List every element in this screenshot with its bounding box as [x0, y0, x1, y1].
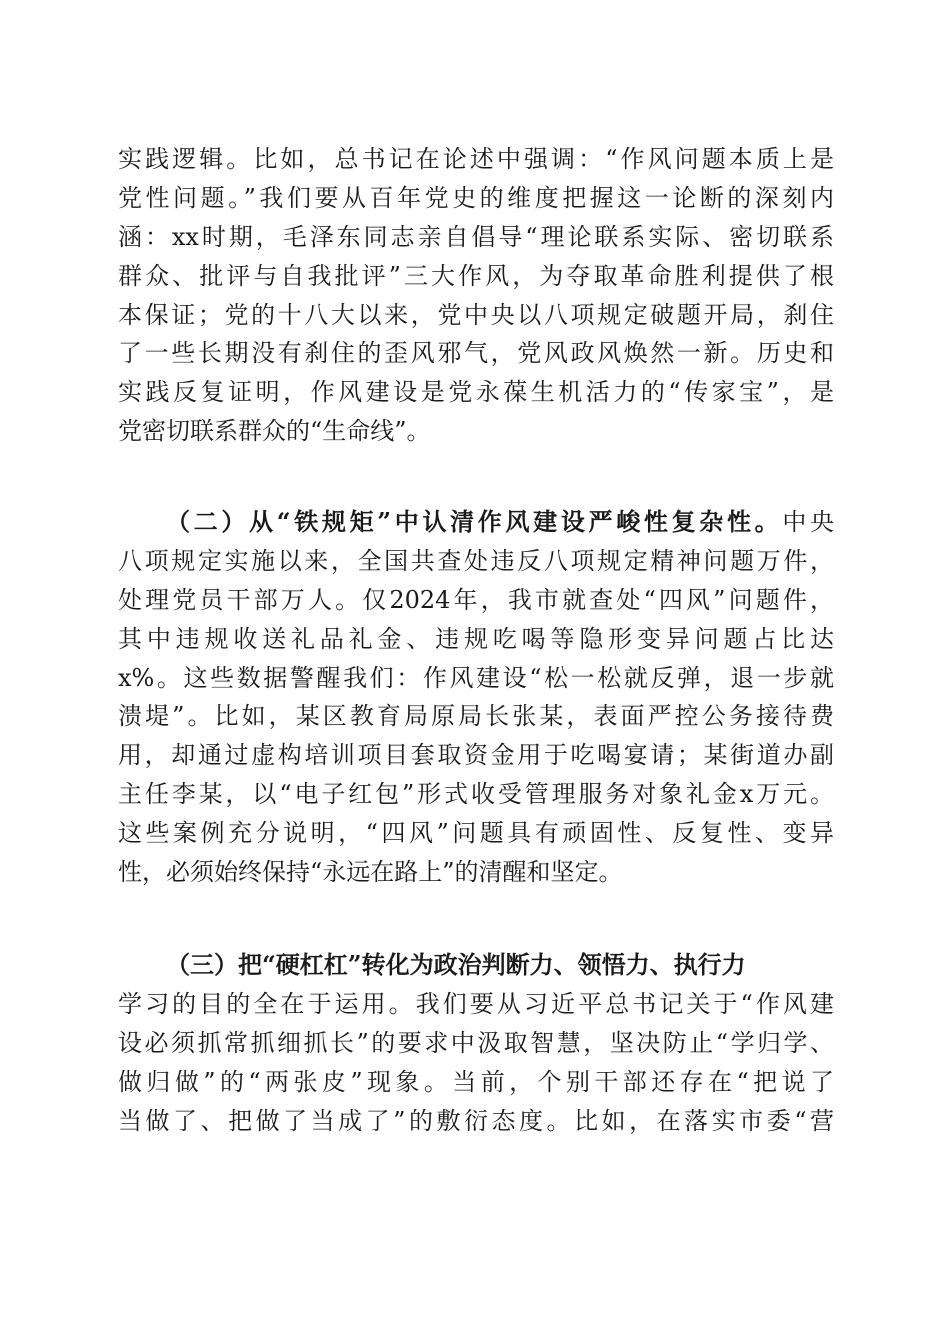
text-line: 涵：xx时期，毛泽东同志亲自倡导“理论联系实际、密切联系	[118, 222, 834, 251]
text-line: 性，必须始终保持“永远在路上”的清醒和坚定。	[118, 858, 623, 887]
heading-line-rest: 中央	[782, 508, 835, 536]
text-line: 设必须抓常抓细抓长”的要求中汲取智慧，坚决防止“学归学、	[118, 1028, 834, 1057]
text-line: 这些案例充分说明，“四风”问题具有顽固性、反复性、变异	[118, 819, 834, 848]
section-heading-3: （三）把“硬杠杠”转化为政治判断力、领悟力、执行力	[166, 950, 746, 979]
text-line: 其中违规收送礼品礼金、违规吃喝等隐形变异问题占比达	[118, 624, 834, 653]
heading-line	[118, 503, 834, 542]
text-line: 群众、批评与自我批评”三大作风，为夺取革命胜利提供了根	[118, 261, 834, 290]
text-line: 用，却通过虚构培训项目套取资金用于吃喝宴请；某街道办副	[118, 741, 834, 770]
text-line: 当做了、把做了当成了”的敷衍态度。比如，在落实市委“营	[118, 1106, 834, 1135]
text-line: 实践反复证明，作风建设是党永葆生机活力的“传家宝”，是	[118, 378, 834, 407]
paragraph-1	[118, 140, 834, 451]
text-line: 学习的目的全在于运用。我们要从习近平总书记关于“作风建	[118, 989, 834, 1018]
section-heading-2: （二）从“铁规矩”中认清作风建设严峻性复杂性。	[166, 507, 783, 536]
text-line: 处理党员干部万人。仅2024年，我市就查处“四风”问题件，	[118, 585, 834, 614]
paragraph-2	[118, 503, 834, 892]
text-line: 实践逻辑。比如，总书记在论述中强调：“作风问题本质上是	[118, 145, 834, 173]
paragraph-3	[118, 946, 834, 1140]
text-line: 八项规定实施以来，全国共查处违反八项规定精神问题万件，	[118, 546, 834, 575]
text-line: 做归做”的“两张皮”现象。当前，个别干部还存在“把说了	[118, 1067, 834, 1096]
text-line: 党性问题。”我们要从百年党史的维度把握这一论断的深刻内	[118, 183, 834, 212]
text-line: 党密切联系群众的“生命线”。	[118, 417, 431, 446]
text-line: 了一些长期没有刹住的歪风邪气，党风政风焕然一新。历史和	[118, 339, 834, 368]
text-line: 溃堤”。比如，某区教育局原局长张某，表面严控公务接待费	[118, 702, 834, 731]
text-line: 主任李某，以“电子红包”形式收受管理服务对象礼金x万元。	[118, 780, 834, 809]
heading-line	[118, 946, 834, 985]
text-line: x%。这些数据警醒我们：作风建设“松一松就反弹，退一步就	[118, 663, 834, 692]
text-line: 本保证；党的十八大以来，党中央以八项规定破题开局，刹住	[118, 300, 834, 329]
